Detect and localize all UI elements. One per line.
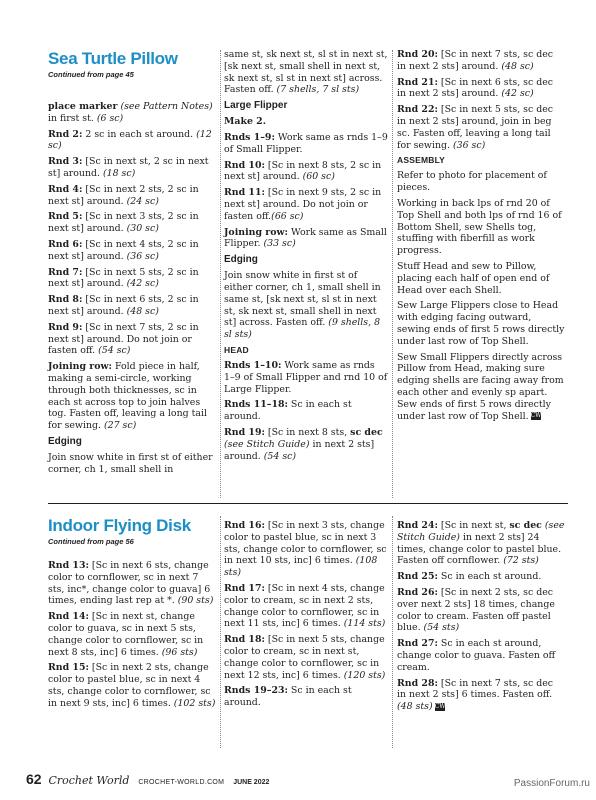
- watermark: PassionForum.ru: [513, 778, 590, 789]
- paragraph-rnd-19: Rnd 19: [Sc in next 8 sts, sc dec (see Stitch Guide) in next 2 sts] around. (54 sc): [224, 426, 383, 462]
- pattern-step: Rnds 11–18: Sc in each st around.: [224, 399, 352, 423]
- pattern-step: Rnd 27: Sc in each st around, change color to guava. Fasten off cream.: [397, 638, 556, 673]
- pattern-step: Rnd 22: [Sc in next 5 sts, sc dec in next 2 sts] around, join in beg sc. Fasten off, leaving a long tail for sewing. (36 sc): [397, 104, 554, 151]
- flying-disk-col-1: [48, 516, 216, 714]
- column-divider: [220, 50, 221, 498]
- magazine-name: Crochet World: [48, 774, 130, 787]
- pattern-step: Joining row: Work same as Small Flipper. (33 sc): [224, 226, 387, 250]
- pattern-step: Rnd 21: [Sc in next 6 sts, sc dec in next 2 sts] around. (42 sc): [397, 76, 554, 100]
- pattern-step: Rnd 2: 2 sc in each st around. (12 sc): [48, 128, 212, 152]
- flying-disk-col-3: [397, 520, 565, 717]
- pattern-step: Rnd 10: [Sc in next 8 sts, 2 sc in next st] around. (60 sc): [224, 159, 382, 183]
- sea-turtle-col-1: [48, 49, 216, 480]
- end-mark-icon: CW: [530, 412, 542, 420]
- page-number: 62: [26, 771, 42, 787]
- pattern-step: Rnd 4: [Sc in next 2 sts, 2 sc in next st] around. (24 sc): [48, 183, 199, 207]
- pattern-step: Rnd 8: [Sc in next 6 sts, 2 sc in next st] around. (48 sc): [48, 294, 199, 317]
- pattern-step: Rnds 1–10: Work same as rnds 1–9 of Small Flipper and rnd 10 of Large Flipper.: [224, 359, 388, 395]
- pattern-step: Rnd 14: [Sc in next st, change color to guava, sc in next 5 sts, change color to cornflower, sc in next 8 sts, inc] 6 times. (96 sts): [48, 611, 204, 658]
- pattern-step: Rnd 3: [Sc in next st, 2 sc in next st] around. (18 sc): [48, 156, 209, 179]
- pattern-step: Rnd 16: [Sc in next 3 sts, change color to pastel blue, sc in next 3 sts, change color to cornflower, sc in next 10 sts, inc] 6 times. (108 sts): [224, 520, 387, 579]
- pattern-step: Rnd 26: [Sc in next 2 sts, sc dec over next 2 sts] 18 times, change color to cream. Fasten off pastel blue. (54 sts): [397, 586, 555, 634]
- sea-turtle-col-3: [397, 49, 565, 426]
- subheading-edging: Edging: [48, 435, 82, 447]
- pattern-step: Rnd 15: [Sc in next 2 sts, change color to pastel blue, sc in next 4 sts, change color to cornflower, sc in next 9 sts, inc] 6 times. (102 sts): [48, 662, 216, 709]
- page-footer: [26, 771, 269, 787]
- subheading-edging: Edging: [224, 254, 258, 266]
- flying-disk-col-2: [224, 520, 388, 713]
- paragraph-rnd-24: Rnd 24: [Sc in next st, sc dec (see Stitch Guide) in next 2 sts] 24 times, change color to pastel blue. Fasten off cornflower. (72 sts): [397, 520, 565, 567]
- pattern-step: place marker (see Pattern Notes) in first st. (6 sc): [48, 101, 213, 124]
- pattern-step: Rnds 19–23: Sc in each st around.: [224, 685, 352, 709]
- pattern-step: Rnds 1–9: Work same as rnds 1–9 of Small Flipper.: [224, 131, 388, 155]
- paragraph: Join snow white in first st of either corner, ch 1, small shell in: [48, 451, 213, 475]
- section-title: Sea Turtle Pillow: [48, 49, 178, 68]
- pattern-step: Rnd 13: [Sc in next 6 sts, change color to cornflower, sc in next 7 sts, inc*, change color to guava] 6 times, ending last rep at *. (90 sts): [48, 560, 214, 607]
- website: CROCHET-WORLD.COM: [138, 779, 225, 786]
- subheading-assembly: ASSEMBLY: [397, 155, 446, 166]
- section-divider: [48, 503, 568, 504]
- pattern-step: Rnd 11: [Sc in next 9 sts, 2 sc in next st] around. Do not join or fasten off.(66 sc): [224, 187, 382, 222]
- paragraph: Make 2.: [224, 116, 266, 128]
- assembly-paragraph: Sew Small Flippers directly across Pillow from Head, making sure edging shells are facing away from each other and evenly sp apart. Sew ends of first 5 rows directly under last row of Top Shell. CW: [397, 351, 564, 422]
- paragraph: same st, sk next st, sl st in next st, [sk next st, small shell in next st, sk next st, sl st in next st] across. Fasten off. (7 shells, 7 sl sts): [224, 49, 388, 96]
- pattern-step: Rnd 7: [Sc in next 5 sts, 2 sc in next st] around. (42 sc): [48, 266, 199, 290]
- pattern-step: Rnd 25: Sc in each st around.: [397, 571, 542, 583]
- continued-note: Continued from page 45: [48, 70, 134, 79]
- continued-note: Continued from page 56: [48, 537, 134, 546]
- pattern-step: Rnd 6: [Sc in next 4 sts, 2 sc in next st] around. (36 sc): [48, 238, 199, 262]
- subheading-large-flipper: Large Flipper: [224, 100, 288, 112]
- pattern-step: Rnd 20: [Sc in next 7 sts, sc dec in next 2 sts] around. (48 sc): [397, 49, 554, 72]
- pattern-step: Rnd 5: [Sc in next 3 sts, 2 sc in next st] around. (30 sc): [48, 211, 199, 235]
- issue-date: JUNE 2022: [233, 779, 270, 786]
- end-mark-icon: CW: [434, 702, 446, 710]
- assembly-paragraph: Refer to photo for placement of pieces.: [397, 170, 547, 194]
- subheading-head: HEAD: [224, 344, 249, 355]
- assembly-paragraph: Sew Large Flippers close to Head with edging facing outward, sewing ends of first 5 rows directly under last row of Top Shell.: [397, 300, 565, 347]
- paragraph: Join snow white in first st of either corner, ch 1, small shell in same st, [sk next st, sl st in next st, sk next st, small shell in next st] across. Fasten off. (9 shells, 8 sl sts): [224, 270, 381, 341]
- column-divider: [392, 516, 393, 748]
- sea-turtle-col-2: [224, 49, 388, 466]
- pattern-step: Rnd 17: [Sc in next 4 sts, change color to cream, sc in next 2 sts, change color to cornflower, sc in next 11 sts, inc] 6 times. (114 sts): [224, 582, 386, 630]
- pattern-step: Rnd 18: [Sc in next 5 sts, change color to cream, sc in next st, change color to cornflower, sc in next 12 sts, inc] 6 times. (120 sts): [224, 634, 386, 681]
- pattern-step: Rnd 28: [Sc in next 7 sts, sc dec in next 2 sts] 6 times. Fasten off. (48 sts) CW: [397, 677, 554, 713]
- section-title: Indoor Flying Disk: [48, 516, 191, 535]
- column-divider: [392, 50, 393, 498]
- assembly-paragraph: Stuff Head and sew to Pillow, placing each half of open end of Head over each Shell.: [397, 260, 550, 296]
- column-divider: [220, 516, 221, 748]
- assembly-paragraph: Working in back lps of rnd 20 of Top Shell and both lps of rnd 16 of Bottom Shell, sew Shells tog, stuffing with fiberfill as work progress.: [397, 197, 562, 257]
- pattern-step: Rnd 9: [Sc in next 7 sts, 2 sc in next st] around. Do not join or fasten off. (54 sc): [48, 321, 199, 357]
- pattern-step: Joining row: Fold piece in half, making a semi-circle, working through both thicknesses, sc in each st across top to join halves tog. Fasten off, leaving a long tail for sewing. (27 sc): [48, 361, 207, 432]
